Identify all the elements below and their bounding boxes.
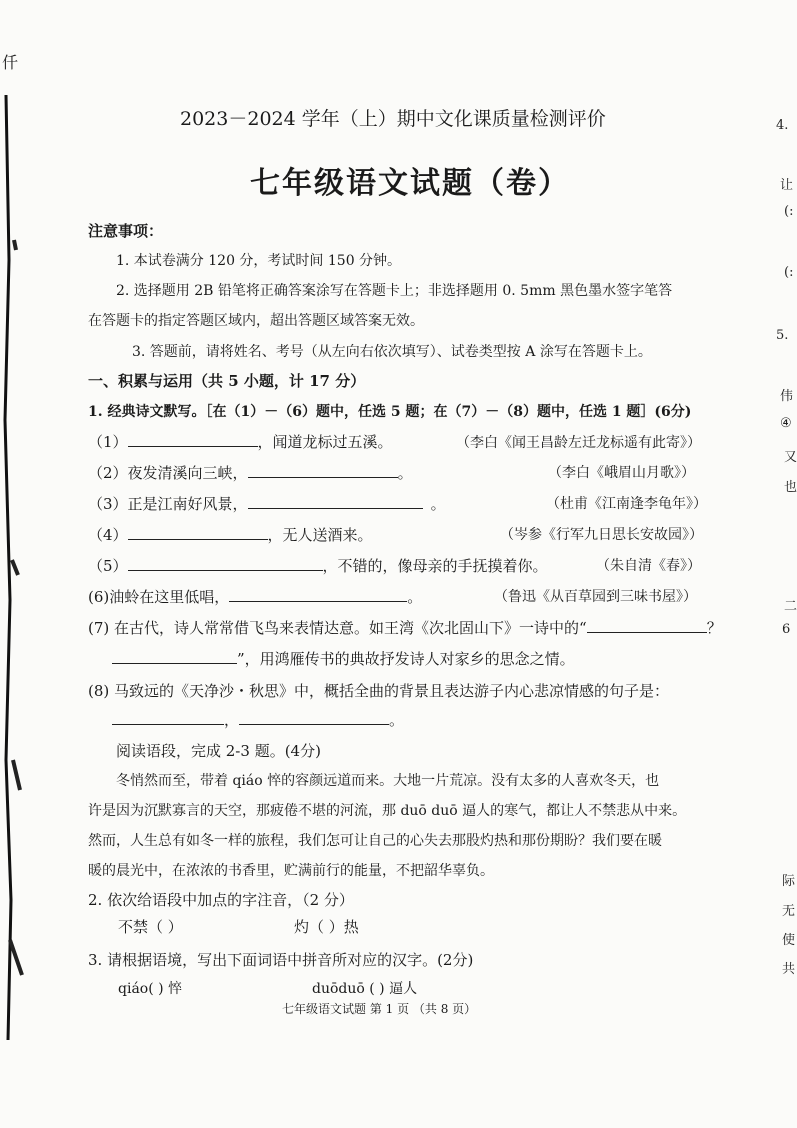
- q2-answer-a[interactable]: 不禁（ ）: [118, 918, 183, 936]
- line-text: 。: [407, 588, 423, 606]
- recite-line-1: [88, 431, 393, 452]
- answer-blank[interactable]: [587, 618, 707, 633]
- binding-line-graphic: [0, 0, 26, 1124]
- line-source: （李白《闻王昌龄左迁龙标遥有此寄》）: [456, 435, 701, 451]
- line-number: （5）: [88, 557, 128, 575]
- question-3: 3. 请根据语境，写出下面词语中拼音所对应的汉字。(2分): [88, 951, 474, 969]
- page-footer: 七年级语文试题 第 1 页 （共 8 页）: [282, 1002, 477, 1016]
- line-number: （4）: [88, 526, 128, 544]
- edge-fragment: 让: [780, 178, 794, 193]
- line-text: 。: [389, 711, 405, 729]
- section-heading: 一、积累与运用（共 5 小题，计 17 分）: [88, 372, 366, 390]
- edge-fragment: 际: [782, 874, 796, 889]
- answer-blank[interactable]: [112, 710, 224, 725]
- line-text: 油蛉在这里低唱，: [109, 588, 230, 606]
- note-item-2-cont: 在答题卡的指定答题区域内，超出答题区域答案无效。: [88, 313, 424, 329]
- line-text: ，闻道龙标过五溪。: [257, 433, 393, 451]
- note-item-1: 1. 本试卷满分 120 分，考试时间 150 分钟。: [116, 253, 402, 269]
- line-number: （3）: [88, 495, 128, 513]
- edge-fragment: 4.: [776, 118, 789, 133]
- line-text: 。: [397, 464, 413, 482]
- line-number: (6): [88, 588, 110, 606]
- exam-title: 七年级语文试题（卷）: [250, 166, 570, 201]
- edge-fragment: 又: [784, 450, 797, 465]
- next-page-edge: [768, 0, 797, 1124]
- q2-answer-b[interactable]: 灼（ ）热: [294, 918, 359, 936]
- line-source: （鲁迅《从百草园到三味书屋》）: [494, 589, 697, 605]
- edge-fragment: ④: [780, 416, 792, 431]
- edge-fragment: 二: [784, 599, 797, 614]
- answer-blank[interactable]: [229, 587, 407, 602]
- edge-fragment: 共: [782, 962, 796, 977]
- line-text: 。: [430, 495, 446, 513]
- line-text: ，: [224, 711, 240, 729]
- exam-subtitle: 2023－2024 学年（上）期中文化课质量检测评价: [180, 108, 606, 130]
- recite-line-7-cont: [112, 648, 575, 669]
- line-source: （杜甫《江南逢李龟年》）: [546, 496, 707, 512]
- edge-fragment: 5.: [776, 328, 789, 343]
- line-text: ，无人送酒来。: [267, 526, 373, 544]
- answer-blank[interactable]: [248, 494, 423, 509]
- line-source: （朱自清《春》）: [596, 558, 701, 574]
- recite-line-4: [88, 524, 373, 545]
- answer-blank[interactable]: [112, 649, 237, 664]
- edge-fragment: 也: [784, 480, 797, 495]
- q3-answer-a[interactable]: qiáo( ) 悴: [118, 981, 183, 997]
- line-text: ，不错的，像母亲的手抚摸着你。: [322, 557, 548, 575]
- notes-heading: 注意事项：: [88, 222, 164, 240]
- note-item-2: 2. 选择题用 2B 铅笔将正确答案涂写在答题卡上；非选择题用 0. 5mm 黑色墨水签字笔答: [116, 283, 673, 299]
- recite-line-5: [88, 555, 548, 576]
- line-source: （岑参《行军九日思长安故园》）: [500, 527, 703, 543]
- passage-line: 然而，人生总有如冬一样的旅程，我们怎可让自己的心失去那股灼热和那份期盼？我们要在暖: [88, 833, 662, 849]
- edge-fragment: 6: [782, 622, 791, 637]
- edge-fragment: (:: [784, 204, 794, 219]
- line-text: 夜发清溪向三峡，: [127, 464, 248, 482]
- question-2: 2. 依次给语段中加点的字注音，（2 分）: [88, 891, 354, 909]
- answer-blank[interactable]: [128, 432, 258, 447]
- recite-line-7: [88, 617, 722, 638]
- edge-fragment: 无: [782, 904, 796, 919]
- answer-blank[interactable]: [128, 556, 323, 571]
- edge-fragment: 仟: [2, 53, 19, 72]
- recite-line-3: [88, 493, 446, 514]
- edge-fragment: (:: [784, 265, 794, 280]
- line-text: ”，用鸿雁传书的典故抒发诗人对家乡的思念之情。: [237, 650, 575, 668]
- note-item-3: 3. 答题前，请将姓名、考号（从左向右依次填写）、试卷类型按 A 涂写在答题卡上。: [132, 344, 652, 360]
- passage-line: 冬悄然而至，带着 qiáo 悴的容颜远道而来。大地一片荒凉。没有太多的人喜欢冬天，也: [116, 773, 660, 789]
- line-text: 正是江南好风景，: [127, 495, 248, 513]
- answer-blank[interactable]: [248, 463, 398, 478]
- reading-intro: 阅读语段，完成 2-3 题。(4分): [116, 742, 321, 760]
- answer-blank[interactable]: [128, 525, 268, 540]
- answer-blank[interactable]: [239, 710, 389, 725]
- q3-answer-b[interactable]: duōduō ( ) 逼人: [312, 981, 418, 997]
- edge-fragment: 使: [782, 933, 796, 948]
- question-1-intro: 1. 经典诗文默写。［在（1）－（6）题中，任选 5 题；在（7）－（8）题中，任选 1 题］(6分): [88, 404, 692, 420]
- line-text: (7) 在古代，诗人常常借飞鸟来表情达意。如王湾《次北固山下》一诗中的“: [88, 619, 587, 637]
- line-number: （2）: [88, 464, 128, 482]
- recite-line-8: (8) 马致远的《天净沙・秋思》中，概括全曲的背景且表达游子内心悲凉情感的句子是：: [88, 682, 670, 700]
- recite-line-2: [88, 462, 413, 483]
- line-text: ？: [706, 619, 722, 637]
- left-binding-edge: [0, 0, 26, 1124]
- recite-line-6: [88, 586, 422, 607]
- passage-line: 暖的晨光中，在浓浓的书香里，贮满前行的能量，不把韶华辜负。: [88, 863, 494, 879]
- line-source: （李白《峨眉山月歌》）: [548, 465, 695, 481]
- recite-line-8-answer: [112, 709, 404, 730]
- edge-fragment: 伟: [780, 389, 794, 404]
- line-number: （1）: [88, 433, 128, 451]
- passage-line: 许是因为沉默寡言的天空，那疲倦不堪的河流，那 duō duō 逼人的寒气，都让人不禁悲从中来。: [88, 803, 687, 819]
